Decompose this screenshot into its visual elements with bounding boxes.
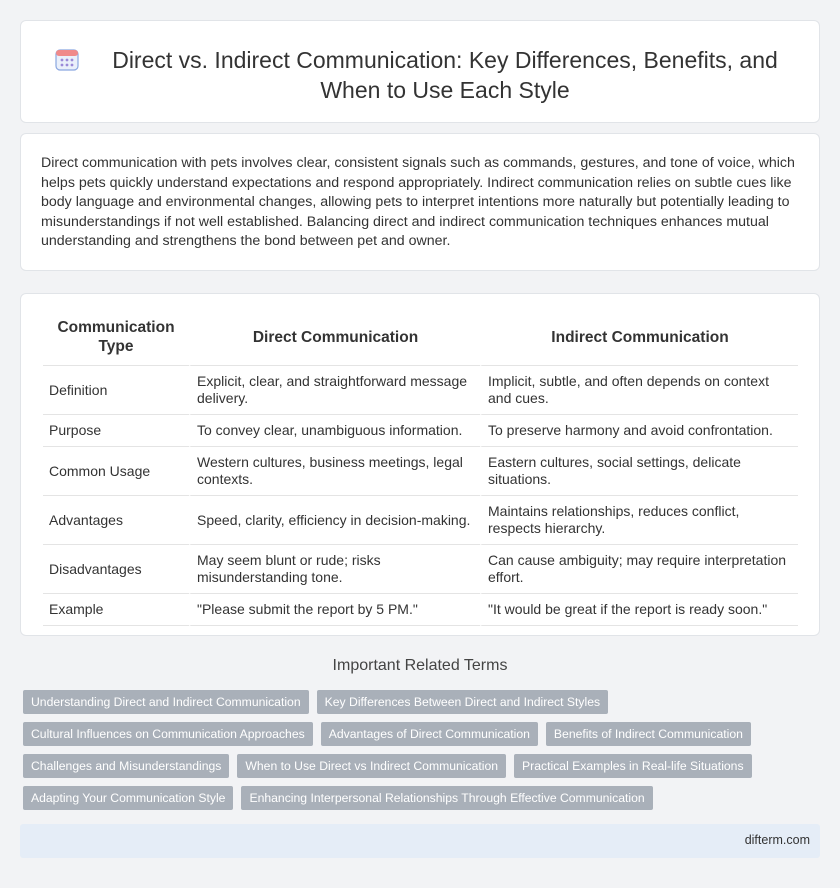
title-card	[20, 20, 820, 123]
footer	[20, 824, 820, 858]
table-cell: Maintains relationships, reduces conflict, respects hierarchy.	[480, 496, 798, 545]
table-cell: Implicit, subtle, and often depends on context and cues.	[480, 366, 798, 415]
related-term-tag[interactable]: Cultural Influences on Communication Approaches	[23, 722, 313, 746]
table-row	[43, 447, 798, 496]
column-header: Direct Communication	[189, 314, 480, 366]
tag-row	[23, 690, 823, 714]
table-cell: Definition	[43, 366, 189, 415]
tag-row	[23, 786, 823, 810]
related-term-tag[interactable]: Challenges and Misunderstandings	[23, 754, 229, 778]
related-term-tag[interactable]: Key Differences Between Direct and Indirect Styles	[317, 690, 608, 714]
table-cell: Eastern cultures, social settings, delicate situations.	[480, 447, 798, 496]
comparison-table	[43, 314, 798, 626]
related-term-tag[interactable]: Understanding Direct and Indirect Communication	[23, 690, 309, 714]
related-term-tag[interactable]: Benefits of Indirect Communication	[546, 722, 751, 746]
table-row	[43, 366, 798, 415]
table-cell: Advantages	[43, 496, 189, 545]
table-cell: Purpose	[43, 415, 189, 447]
calendar-icon	[54, 46, 80, 72]
table-cell: Disadvantages	[43, 545, 189, 594]
table-cell: Explicit, clear, and straightforward message delivery.	[189, 366, 480, 415]
table-cell: Example	[43, 594, 189, 626]
related-term-tag[interactable]: Advantages of Direct Communication	[321, 722, 538, 746]
table-cell: Can cause ambiguity; may require interpretation effort.	[480, 545, 798, 594]
column-header: Communication Type	[43, 314, 189, 366]
column-header: Indirect Communication	[480, 314, 798, 366]
intro-card	[20, 133, 820, 271]
table-row	[43, 415, 798, 447]
table-cell: To preserve harmony and avoid confrontation.	[480, 415, 798, 447]
tag-row	[23, 722, 823, 746]
table-cell: Western cultures, business meetings, legal contexts.	[189, 447, 480, 496]
tag-row	[23, 754, 823, 778]
table-cell: Common Usage	[43, 447, 189, 496]
related-terms-list	[23, 690, 823, 818]
footer-site-link[interactable]: difterm.com	[744, 833, 810, 847]
intro-paragraph: Direct communication with pets involves clear, consistent signals such as commands, gestures, and tone of voice, which helps pets quickly understand expectations and respond appropriately. Indirect communication relies on subtle cues like body language and environmental changes, allowing pets to interpret intentions more naturally but potentially leading to misunderstandings if not well established. Balancing direct and indirect communication techniques enhances mutual understanding and strengthens the bond between pet and owner.	[41, 155, 795, 250]
table-header-row	[43, 314, 798, 366]
table-row	[43, 545, 798, 594]
table-row	[43, 496, 798, 545]
related-term-tag[interactable]: Enhancing Interpersonal Relationships Through Effective Communication	[241, 786, 652, 810]
related-terms-heading: Important Related Terms	[332, 657, 508, 674]
table-cell: To convey clear, unambiguous information.	[189, 415, 480, 447]
table-cell: Speed, clarity, efficiency in decision-making.	[189, 496, 480, 545]
table-cell: "It would be great if the report is ready soon."	[480, 594, 798, 626]
related-term-tag[interactable]: Adapting Your Communication Style	[23, 786, 233, 810]
related-term-tag[interactable]: When to Use Direct vs Indirect Communication	[237, 754, 506, 778]
table-cell: "Please submit the report by 5 PM."	[189, 594, 480, 626]
table-cell: May seem blunt or rude; risks misunderstanding tone.	[189, 545, 480, 594]
page-title: Direct vs. Indirect Communication: Key Differences, Benefits, and When to Use Each Style	[112, 47, 778, 103]
related-term-tag[interactable]: Practical Examples in Real-life Situations	[514, 754, 752, 778]
comparison-table-card	[20, 293, 820, 636]
table-row	[43, 594, 798, 626]
